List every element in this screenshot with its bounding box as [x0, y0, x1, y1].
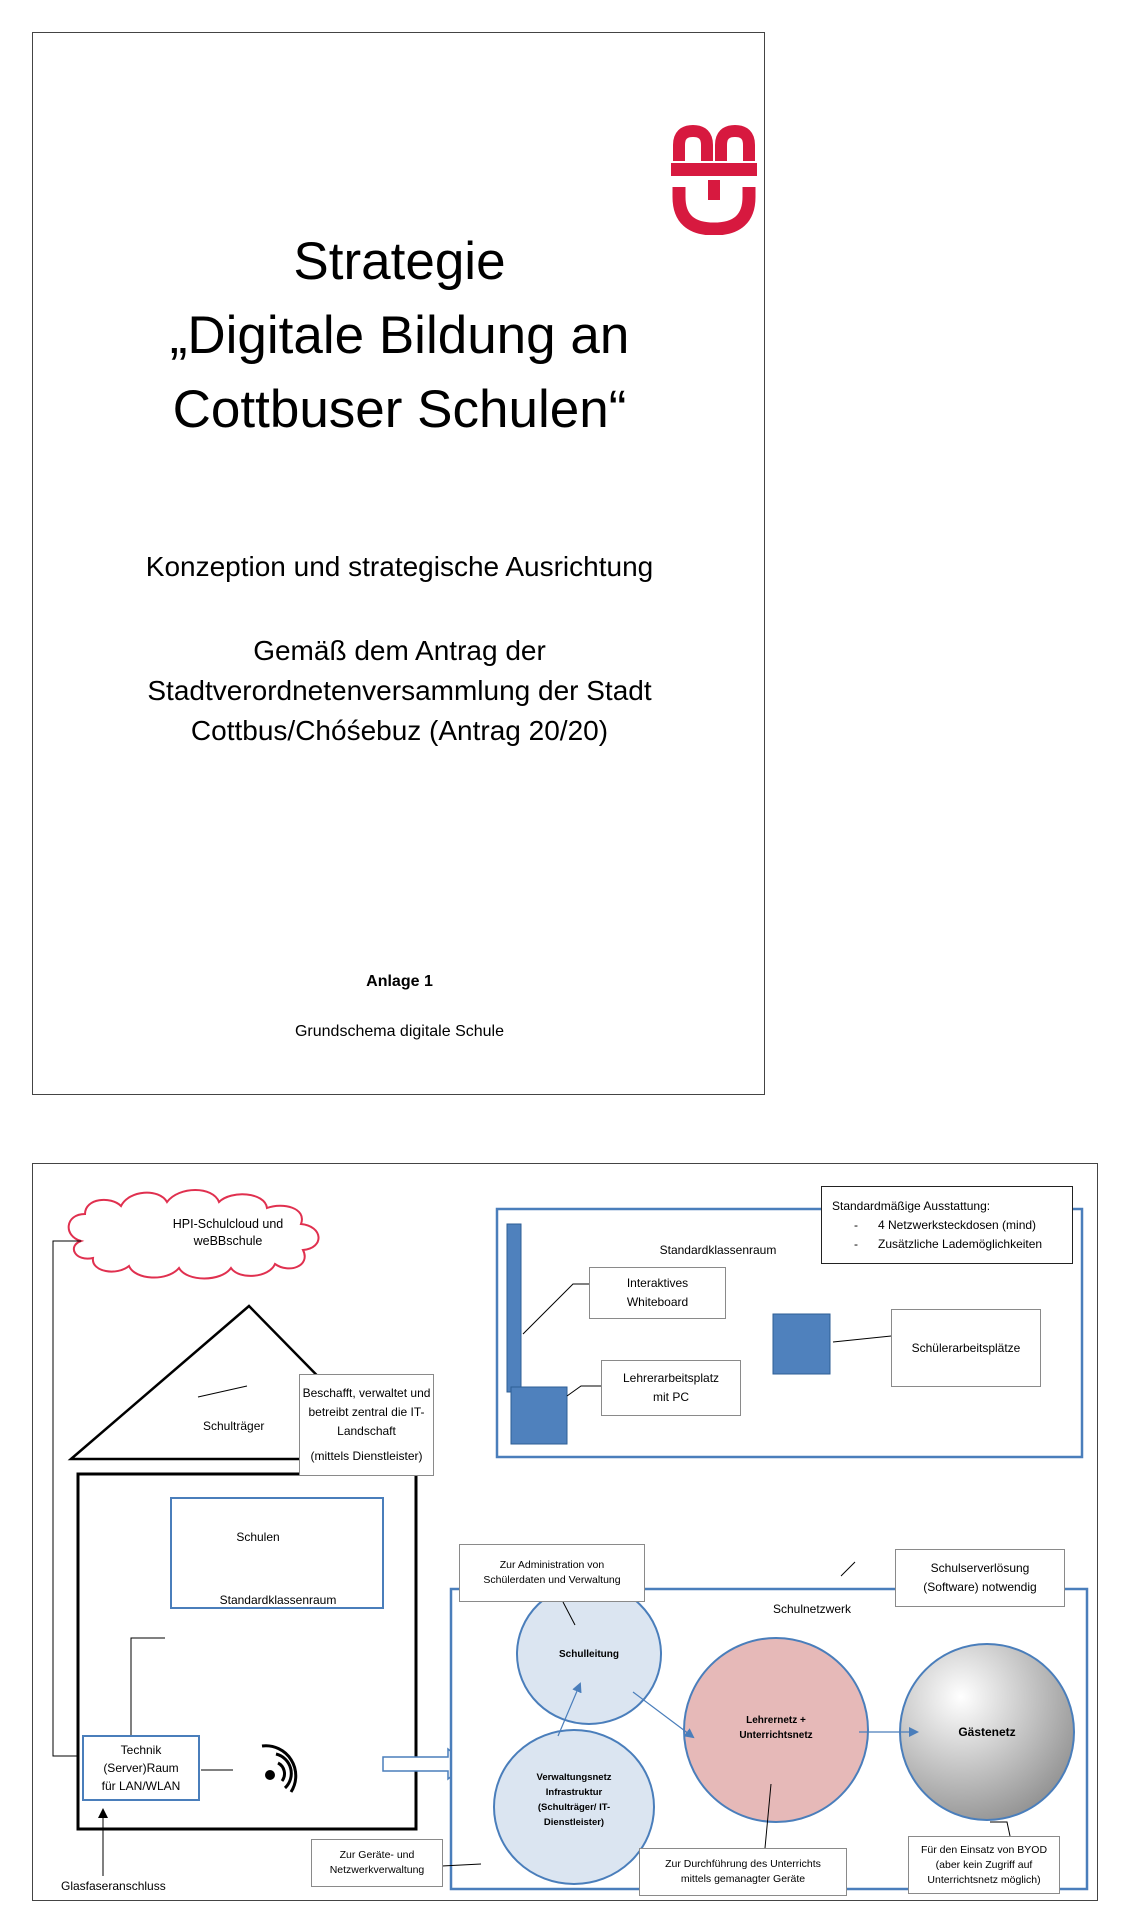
teacher-workstation-label-line: mit PC — [653, 1390, 689, 1404]
server-note-line: Schulserverlösung — [930, 1561, 1030, 1575]
admin-network-label — [508, 1770, 640, 1830]
guest-network-label: Gästenetz — [958, 1725, 1016, 1739]
cover-request — [33, 631, 766, 751]
school-network-title: Schulnetzwerk — [772, 1602, 852, 1616]
server-note — [895, 1549, 1065, 1607]
schultraeger-note-line: Landschaft — [337, 1424, 396, 1438]
teacher-workstation-label-line: Lehrerarbeitsplatz — [622, 1371, 720, 1385]
equipment-box — [821, 1186, 1073, 1264]
admin-network-label-line: Verwaltungsnetz — [536, 1772, 612, 1783]
cover-title — [33, 225, 766, 447]
whiteboard-label-line: Interaktives — [626, 1276, 689, 1290]
device-note — [311, 1839, 443, 1887]
cover-annex: Anlage 1 — [366, 973, 433, 990]
cover-page — [32, 32, 765, 1095]
admin-network-label-line: Dienstleister) — [543, 1817, 605, 1828]
classroom-title: Standardklassenraum — [659, 1243, 777, 1257]
admin-network-label-line: Infrastruktur — [545, 1787, 603, 1798]
teacher-workstation-label — [601, 1360, 741, 1416]
teaching-note-line: mittels gemanagter Geräte — [680, 1873, 806, 1885]
admin-network-label-line: (Schulträger/ IT- — [537, 1802, 611, 1813]
whiteboard-bar — [507, 1224, 521, 1392]
schultraeger-note-line: (mittels Dienstleister) — [310, 1449, 423, 1463]
cover-title-line: Strategie — [293, 232, 506, 291]
teaching-note-line: Zur Durchführung des Unterrichts — [665, 1858, 821, 1870]
tech-room-label-line: Technik — [120, 1743, 162, 1757]
cloud-label-line: weBBschule — [193, 1234, 263, 1248]
server-note-line: (Software) notwendig — [923, 1580, 1037, 1594]
student-workstation-square — [773, 1314, 830, 1374]
admin-note-line: Zur Administration von — [499, 1559, 605, 1571]
cover-title-line: Cottbuser Schulen“ — [172, 380, 627, 439]
admin-note — [459, 1544, 645, 1602]
schultraeger-note — [299, 1374, 434, 1476]
schools-title: Schulen — [236, 1530, 280, 1544]
cover-request-line: Stadtverordnetenversammlung der Stadt — [147, 675, 652, 706]
teacher-network-label — [716, 1713, 836, 1743]
teacher-network-label-line: Lehrernetz + — [746, 1715, 806, 1726]
cover-request-line: Cottbus/Chóśebuz (Antrag 20/20) — [190, 715, 609, 746]
tech-room-label — [83, 1741, 199, 1795]
tech-room-label-line: (Server)Raum — [103, 1761, 179, 1775]
byod-note — [908, 1836, 1060, 1894]
byod-note-line: (aber kein Zugriff auf — [935, 1858, 1033, 1871]
schultraeger-note-line: betreibt zentral die IT- — [308, 1405, 425, 1419]
cloud-label-line: HPI-Schulcloud und — [172, 1217, 284, 1231]
device-note-line: Zur Geräte- und — [339, 1849, 415, 1861]
device-note-line: Netzwerkverwaltung — [329, 1864, 425, 1876]
equipment-item-text: 4 Netzwerksteckdosen (mind) — [878, 1217, 1037, 1232]
school-schema-page — [32, 1163, 1098, 1901]
cover-annex-description: Grundschema digitale Schule — [294, 1023, 504, 1040]
cover-request-line: Gemäß dem Antrag der — [253, 635, 546, 666]
principal-label: Schulleitung — [559, 1649, 619, 1660]
equipment-item: - 4 Netzwerksteckdosen (mind) — [854, 1217, 1037, 1232]
fiber-label: Glasfaseranschluss — [61, 1879, 166, 1893]
teacher-workstation-square — [511, 1387, 567, 1444]
byod-note-line: Für den Einsatz von BYOD — [920, 1843, 1048, 1856]
equipment-item: - Zusätzliche Lademöglichkeiten — [854, 1236, 1043, 1251]
cover-title-line: „Digitale Bildung an — [169, 306, 630, 365]
equipment-item-text: Zusätzliche Lademöglichkeiten — [878, 1236, 1043, 1251]
tech-room-label-line: für LAN/WLAN — [101, 1779, 181, 1793]
schultraeger-note-line: Beschafft, verwaltet und — [302, 1386, 431, 1400]
equipment-title: Standardmäßige Ausstattung: — [832, 1198, 991, 1213]
cover-subtitle: Konzeption und strategische Ausrichtung — [145, 551, 654, 582]
byod-note-line: Unterrichtsnetz möglich) — [927, 1873, 1041, 1886]
cottbus-logo-icon — [669, 125, 759, 235]
cloud-label — [153, 1216, 303, 1250]
schultraeger-label: Schulträger — [203, 1419, 265, 1433]
student-workstation-label: Schülerarbeitsplätze — [891, 1309, 1041, 1387]
schools-classroom-label: Standardklassenraum — [219, 1593, 337, 1607]
whiteboard-label-line: Whiteboard — [626, 1295, 689, 1309]
teacher-network-label-line: Unterrichtsnetz — [739, 1730, 813, 1741]
teaching-note — [639, 1848, 847, 1896]
admin-note-line: Schülerdaten und Verwaltung — [483, 1574, 621, 1586]
whiteboard-label — [589, 1267, 726, 1319]
